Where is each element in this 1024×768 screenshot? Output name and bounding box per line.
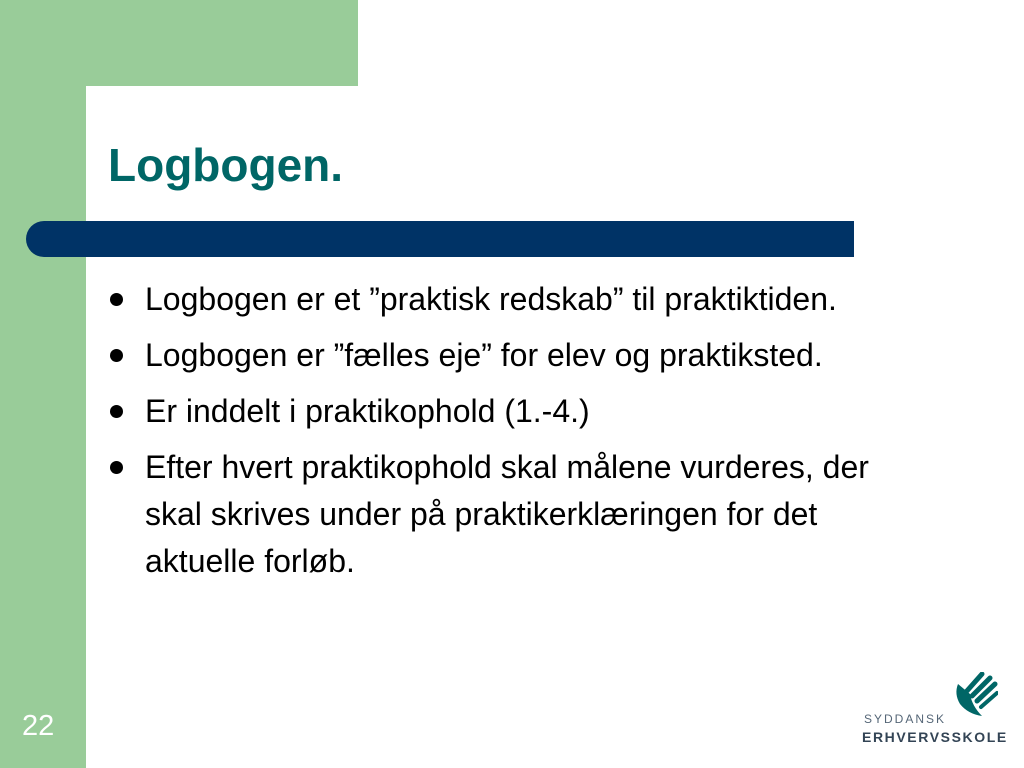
logo-line1: SYDDANSK [864, 712, 947, 726]
bullet-item: Logbogen er et ”praktisk redskab” til praktiktiden. [108, 276, 878, 323]
title-rule [26, 221, 854, 257]
green-top-band [0, 0, 358, 86]
green-side-band [0, 0, 86, 768]
slide-title: Logbogen. [108, 139, 344, 191]
bullet-dot-icon [110, 405, 123, 418]
school-logo [858, 672, 1008, 752]
hand-logo-icon [952, 672, 998, 716]
bullet-dot-icon [110, 349, 123, 362]
bullet-list [108, 276, 878, 594]
bullet-dot-icon [110, 461, 123, 474]
bullet-item: Er inddelt i praktikophold (1.-4.) [108, 388, 878, 435]
bullet-item: Efter hvert praktikophold skal målene vurderes, der skal skrives under på praktikerklæringen for det aktuelle forløb. [108, 444, 878, 585]
bullet-item: Logbogen er ”fælles eje” for elev og praktiksted. [108, 332, 878, 379]
logo-line2: ERHVERVSSKOLE [862, 729, 1008, 745]
page-number: 22 [22, 710, 55, 742]
bullet-dot-icon [110, 293, 123, 306]
